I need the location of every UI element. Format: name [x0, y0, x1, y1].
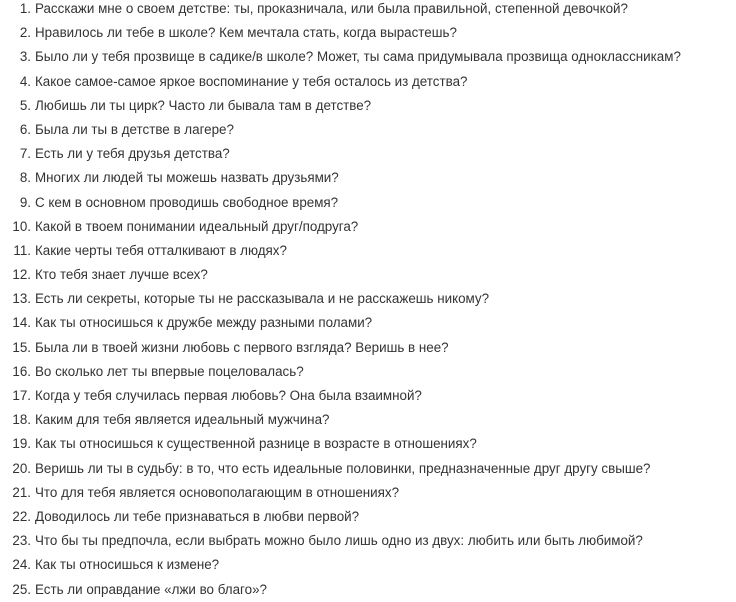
item-text: Нравилось ли тебе в школе? Кем мечтала стать, когда вырастешь?: [35, 25, 457, 41]
list-item: [0, 311, 736, 335]
list-item: [0, 166, 736, 190]
list-item: [0, 21, 736, 45]
list-item: [0, 263, 736, 287]
item-text: Как ты относишься к дружбе между разными полами?: [35, 315, 373, 331]
list-item: [0, 0, 736, 21]
item-number: 7.: [19, 146, 31, 162]
list-item: [0, 94, 736, 118]
item-text: Что для тебя является основополагающим в отношениях?: [35, 484, 400, 500]
item-text: Была ли ты в детстве в лагере?: [35, 121, 234, 137]
list-item: [0, 336, 736, 360]
item-text: Есть ли у тебя друзья детства?: [35, 146, 230, 162]
item-number: 19.: [12, 436, 31, 452]
item-text: С кем в основном проводишь свободное время?: [35, 194, 339, 210]
item-number: 5.: [19, 97, 31, 113]
list-item: [0, 384, 736, 408]
item-number: 6.: [19, 121, 31, 137]
item-number: 16.: [12, 363, 31, 379]
list-item: [0, 287, 736, 311]
item-text: Как ты относишься к измене?: [35, 557, 220, 573]
item-text: Во сколько лет ты впервые поцеловалась?: [35, 363, 304, 379]
item-number: 18.: [12, 412, 31, 428]
item-text: Как ты относишься к существенной разнице в возрасте в отношениях?: [35, 436, 477, 452]
item-text: Какие черты тебя отталкивают в людях?: [35, 242, 287, 258]
item-text: Было ли у тебя прозвище в садике/в школе? Может, ты сама придумывала прозвища одноклассникам?: [35, 49, 681, 65]
item-number: 1.: [19, 1, 31, 16]
item-text: Веришь ли ты в судьбу: в то, что есть идеальные половинки, предназначенные друг другу свыше?: [35, 460, 651, 476]
item-number: 11.: [13, 242, 31, 258]
item-number: 17.: [12, 388, 31, 403]
list-item: [0, 408, 736, 432]
item-number: 2.: [19, 25, 31, 41]
list-item: [0, 191, 736, 215]
list-item: [0, 505, 736, 529]
item-number: 12.: [12, 267, 31, 283]
item-text: Есть ли секреты, которые ты не рассказывала и не расскажешь никому?: [35, 291, 490, 307]
item-text: Есть ли оправдание «лжи во благо»?: [35, 581, 267, 597]
item-text: Что бы ты предпочла, если выбрать можно было лишь одно из двух: любить или быть любимой?: [35, 533, 643, 549]
item-number: 8.: [19, 170, 31, 186]
item-text: Каким для тебя является идеальный мужчина?: [35, 412, 330, 428]
item-number: 21.: [12, 484, 31, 500]
list-item: [0, 432, 736, 456]
item-text: Любишь ли ты цирк? Часто ли бывала там в детстве?: [35, 97, 372, 113]
item-text: Расскажи мне о своем детстве: ты, проказничала, или была правильной, степенной девочкой?: [35, 1, 628, 16]
item-text: Какой в твоем понимании идеальный друг/подруга?: [35, 218, 359, 234]
item-text: Доводилось ли тебе признаваться в любви первой?: [35, 508, 360, 524]
list-item: [0, 578, 736, 602]
item-text: Кто тебя знает лучше всех?: [35, 267, 208, 283]
item-number: 3.: [19, 49, 31, 65]
item-number: 15.: [12, 339, 31, 355]
item-number: 14.: [12, 315, 31, 331]
list-item: [0, 553, 736, 577]
list-item: [0, 215, 736, 239]
list-item: [0, 70, 736, 94]
list-item: [0, 239, 736, 263]
item-text: Была ли в твоей жизни любовь с первого взгляда? Веришь в нее?: [35, 339, 449, 355]
item-number: 20.: [12, 460, 31, 476]
list-item: [0, 142, 736, 166]
item-number: 9.: [19, 194, 31, 210]
item-text: Многих ли людей ты можешь назвать друзьями?: [35, 170, 339, 186]
list-item: [0, 457, 736, 481]
item-number: 4.: [19, 73, 31, 89]
item-number: 13.: [12, 291, 31, 307]
item-text: Какое самое-самое яркое воспоминание у тебя осталось из детства?: [35, 73, 468, 89]
item-number: 25.: [12, 581, 31, 597]
list-item: [0, 481, 736, 505]
item-number: 10.: [12, 218, 31, 234]
list-item: [0, 529, 736, 553]
item-text: Когда у тебя случилась первая любовь? Она была взаимной?: [35, 388, 422, 403]
list-item: [0, 45, 736, 69]
item-number: 23.: [12, 533, 31, 549]
item-number: 22.: [12, 508, 31, 524]
item-number: 24.: [12, 557, 31, 573]
list-item: [0, 118, 736, 142]
list-item: [0, 360, 736, 384]
